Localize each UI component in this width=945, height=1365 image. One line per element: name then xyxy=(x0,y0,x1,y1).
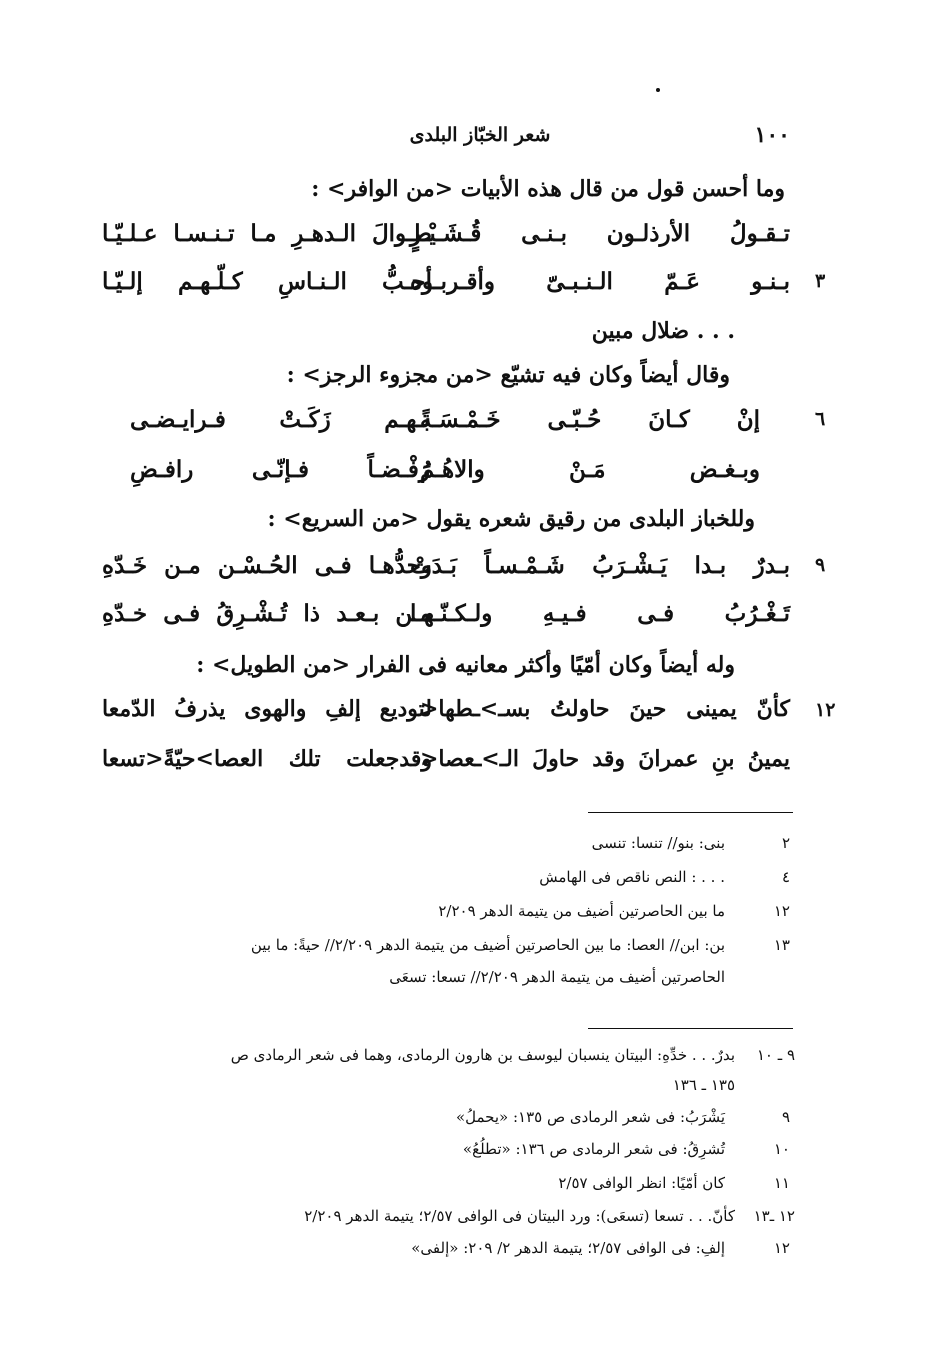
verse-7-second-hemistich: لتوديع إلفِ والهوى يذرفُ الدّمعا xyxy=(102,696,432,722)
verse-6-second-hemistich: مـن بـعـد ذا تُـشْـرِقُ فـى خـدّهِ xyxy=(102,600,432,627)
verse-number: ١٢ xyxy=(815,699,836,721)
footnote-number: ١٣ xyxy=(773,936,790,954)
footnote-text: . . . : النص ناقص فى الهامش xyxy=(539,868,725,886)
footnote-number: ١٢ xyxy=(773,902,790,920)
footnote-number: ٢ xyxy=(781,834,790,852)
footnote-text-continuation: الحاصرتين أضيف من يتيمة الدهر ٢/٢٠٩// تسعا: تسعَى xyxy=(389,968,725,986)
verse-8-first-hemistich: يمينُ بنِ عمرانَ وقد حاولَ الـ>ـعصا< xyxy=(420,746,790,772)
verse-1-first-hemistich: تـقـولُ الأرذلـون بـنـى قُـشَـيْـرٍ xyxy=(410,220,790,247)
footnote-text: بدرٌ. . . خدِّهِ: البيتان ينسبان ليوسف بن هارون الرمادى، وهما فى شعر الرمادى ص xyxy=(230,1046,735,1064)
verse-number: ٦ xyxy=(815,408,826,430)
intro-line-3: وللخباز البلدى من رقيق شعره يقول <من السريع> : xyxy=(267,506,755,532)
printing-speck xyxy=(656,88,660,92)
footnote-number: ٤ xyxy=(781,868,790,886)
footnote-number: ١٠ xyxy=(773,1140,790,1158)
footnote-text: ما بين الحاصرتين أضيف من يتيمة الدهر ٢/٢٠٩ xyxy=(438,902,725,920)
footnote-text-continuation: ١٣٥ ـ ١٣٦ xyxy=(672,1076,735,1094)
verse-5-first-hemistich: بـدرٌ بـدا يَـشْـرَبُ شَـمْـسـاً بَـدَتْ xyxy=(410,552,790,579)
footnote-text: كان أمّيًا: انظر الوافى ٢/٥٧ xyxy=(558,1174,725,1192)
ellipsis-line: . . . ضلال مبين xyxy=(591,318,735,344)
footnote-text: بن: ابن// العصا: ما بين الحاصرتين أضيف من يتيمة الدهر ٢/٢٠٩// حيةً: ما بين xyxy=(250,936,725,954)
verse-3-second-hemistich: بـهـم زَكَـتْ فـرايـضـى xyxy=(130,406,430,433)
footnote-text: يَشْرَبُ: فى شعر الرمادى ص ١٣٥: «يحملُ» xyxy=(455,1108,725,1126)
verse-3-first-hemistich: إنْ كـانَ حُـبّـى خَـمْـسَـةً xyxy=(420,406,760,433)
footnote-number: ٩ xyxy=(781,1108,790,1126)
intro-line-4: وله أيضاً وكان أمّيًا وأكثر معانيه فى الفرار <من الطويل> : xyxy=(196,652,735,678)
verse-2-second-hemistich: أحـبُّ الـنـاسِ كـلّـهـم إلـيّـا xyxy=(102,268,432,295)
footnote-number: ١٢ ـ١٣ xyxy=(753,1207,795,1225)
footnote-number: ١٢ xyxy=(773,1239,790,1257)
footnote-text: كأنّ. . . تسعا (تسعَى): ورد البيتان فى الوافى ٢/٥٧؛ يتيمة الدهر ٢/٢٠٩ xyxy=(304,1207,735,1225)
verse-5-second-hemistich: وحدُّهـا فـى الحُـسْـن مـن خَـدّهِ xyxy=(102,552,432,579)
footnote-text: تُشرِقُ: فى شعر الرمادى ص ١٣٦: «تطلُعُ» xyxy=(462,1140,725,1158)
verse-number: ٣ xyxy=(815,270,826,292)
verse-2-first-hemistich: بـنـو عَـمّ الـنـبـىّ وأقـربـوه xyxy=(410,268,790,295)
verse-1-second-hemistich: طـوالَ الـدهـرِ مـا تـنـسـا عـلـيّـا xyxy=(102,220,432,247)
intro-line-1: وما أحسن قول من قال هذه الأبيات <من الوافر> : xyxy=(311,176,785,202)
intro-line-2: وقال أيضاً وكان فيه تشيّع <من مجزوء الرجز> : xyxy=(286,362,730,388)
footnote-rule-2 xyxy=(588,1028,793,1029)
verse-7-first-hemistich: كأنّ يمينى حينَ حاولتُ بسـ>ـطها< xyxy=(420,696,790,722)
verse-4-second-hemistich: رَفْـضـاً فـإنّـى رافـضِ xyxy=(130,456,430,483)
footnote-text: بنى: بنو// تنسا: تنسى xyxy=(591,834,725,852)
footnote-number: ٩ ـ ١٠ xyxy=(756,1046,795,1064)
running-title: شعر الخبّاز البلدى xyxy=(409,124,551,146)
verse-number: ٩ xyxy=(815,554,826,576)
verse-8-second-hemistich: وقدجعلت تلك العصا>حيّةً<تسعا xyxy=(102,746,432,772)
verse-4-first-hemistich: وبـغـض مَـنْ والاهُـمُ xyxy=(420,456,760,483)
footnote-text: إلفِ: فى الوافى ٢/٥٧؛ يتيمة الدهر ٢/ ٢٠٩: «إلفى» xyxy=(411,1239,725,1257)
footnote-rule-1 xyxy=(588,812,793,813)
verse-6-first-hemistich: تَـغْـرُبُ فـى فـيـهِ ولـكـنّـهـا xyxy=(410,600,790,627)
footnote-number: ١١ xyxy=(773,1174,790,1192)
page-number: ١٠٠ xyxy=(754,122,790,148)
